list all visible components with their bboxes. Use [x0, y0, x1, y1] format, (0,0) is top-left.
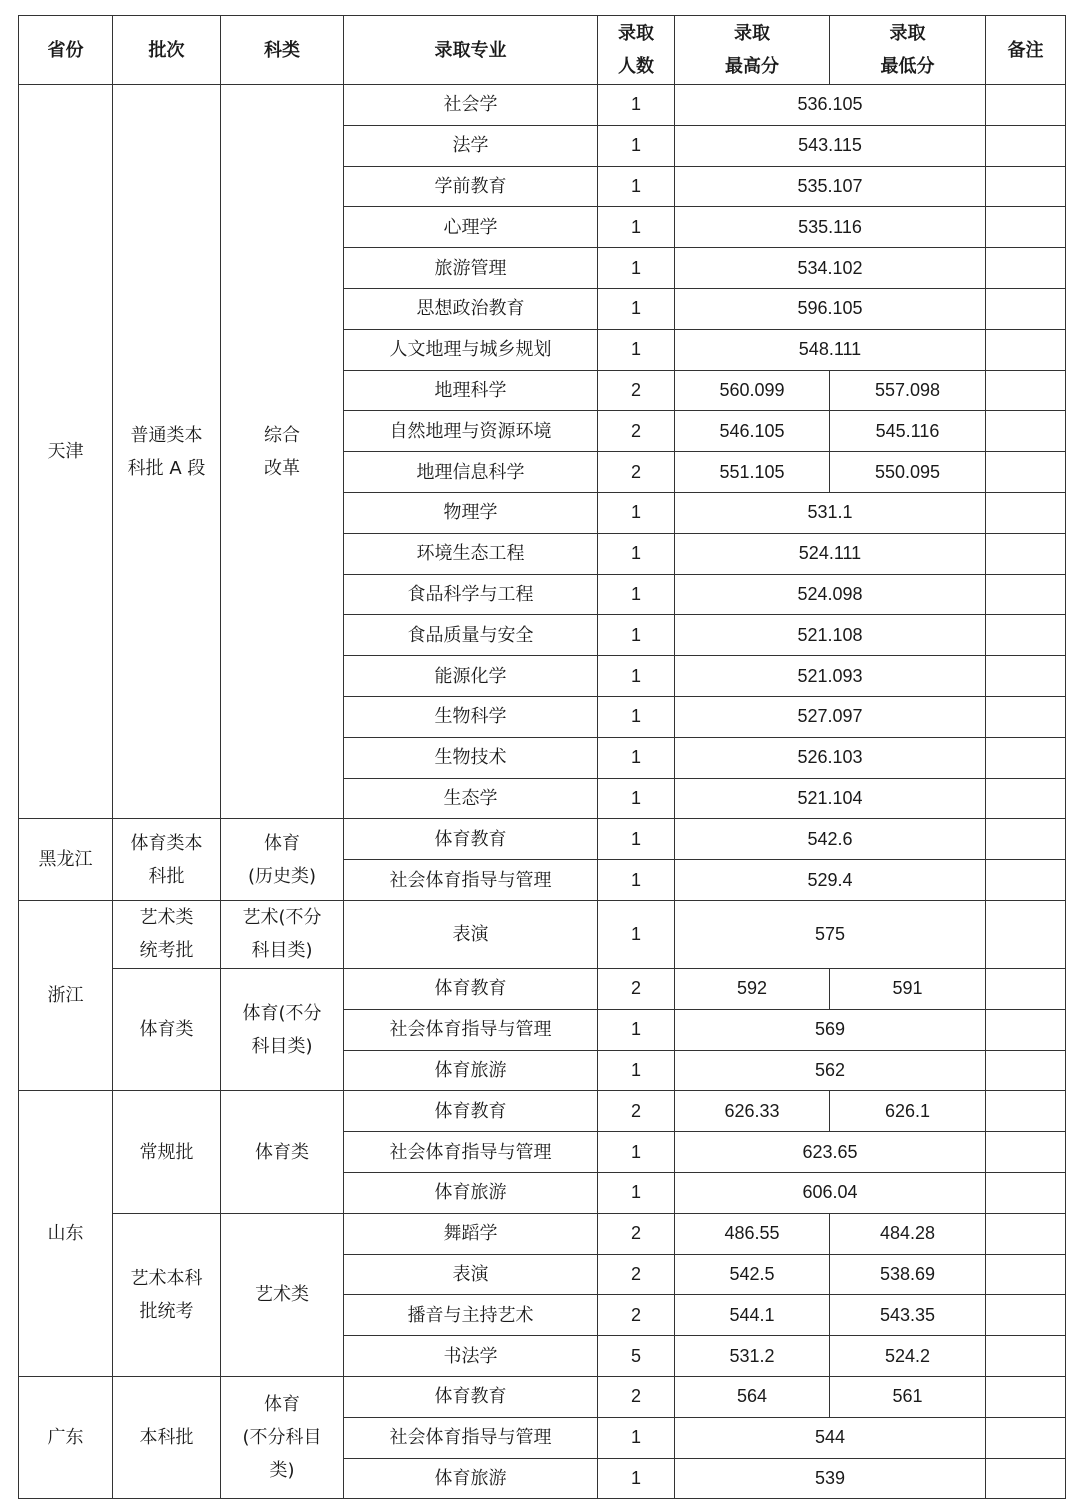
major-cell: 人文地理与城乡规划 — [344, 329, 598, 370]
note-cell — [986, 85, 1066, 126]
max-score-cell: 626.33 — [675, 1091, 830, 1132]
subject-line: 科目类) — [251, 1035, 313, 1057]
header-count-line2: 人数 — [618, 56, 654, 77]
score-cell: 575 — [675, 900, 986, 968]
batch-line: 体育类本 — [130, 832, 203, 854]
min-score-cell: 543.35 — [830, 1295, 986, 1336]
province-cell: 黑龙江 — [19, 819, 113, 901]
note-cell — [986, 1050, 1066, 1091]
major-cell: 社会体育指导与管理 — [344, 1417, 598, 1458]
batch-line: 科批 A 段 — [127, 457, 206, 479]
batch-cell — [113, 1091, 221, 1213]
note-cell — [986, 1458, 1066, 1499]
table-row — [19, 819, 1066, 860]
note-cell — [986, 696, 1066, 737]
note-cell — [986, 819, 1066, 860]
subject-line: (不分科目 — [242, 1427, 322, 1449]
batch-cell — [113, 1213, 221, 1376]
major-cell: 法学 — [344, 125, 598, 166]
major-cell: 体育旅游 — [344, 1458, 598, 1499]
subject-cell — [221, 85, 344, 819]
batch-cell — [113, 819, 221, 901]
header-max-line2: 最高分 — [725, 56, 779, 77]
score-cell: 542.6 — [675, 819, 986, 860]
count-cell: 1 — [598, 1172, 675, 1213]
max-score-cell: 544.1 — [675, 1295, 830, 1336]
score-cell: 531.1 — [675, 492, 986, 533]
major-cell: 体育教育 — [344, 1091, 598, 1132]
count-cell: 1 — [598, 574, 675, 615]
count-cell: 1 — [598, 329, 675, 370]
subject-cell — [221, 819, 344, 901]
header-max-score — [675, 16, 830, 85]
major-cell: 体育教育 — [344, 819, 598, 860]
major-cell: 表演 — [344, 1254, 598, 1295]
note-cell — [986, 1009, 1066, 1050]
count-cell: 1 — [598, 125, 675, 166]
count-cell: 2 — [598, 1091, 675, 1132]
table-row — [19, 900, 1066, 968]
subject-line: 类) — [269, 1460, 295, 1482]
note-cell — [986, 492, 1066, 533]
note-cell — [986, 615, 1066, 656]
header-subject: 科类 — [221, 16, 344, 85]
subject-line: 体育(不分 — [242, 1002, 322, 1024]
note-cell — [986, 656, 1066, 697]
note-cell — [986, 574, 1066, 615]
subject-line: 艺术(不分 — [242, 907, 322, 929]
note-cell — [986, 1132, 1066, 1173]
subject-cell — [221, 968, 344, 1090]
score-cell: 529.4 — [675, 860, 986, 901]
count-cell: 1 — [598, 85, 675, 126]
min-score-cell: 626.1 — [830, 1091, 986, 1132]
count-cell: 1 — [598, 860, 675, 901]
count-cell: 2 — [598, 370, 675, 411]
batch-cell — [113, 1376, 221, 1498]
note-cell — [986, 968, 1066, 1009]
batch-line: 普通类本 — [130, 424, 203, 446]
major-cell: 食品质量与安全 — [344, 615, 598, 656]
count-cell: 5 — [598, 1336, 675, 1377]
count-cell: 1 — [598, 1417, 675, 1458]
max-score-cell: 546.105 — [675, 411, 830, 452]
max-score-cell: 560.099 — [675, 370, 830, 411]
score-cell: 569 — [675, 1009, 986, 1050]
table-row — [19, 1091, 1066, 1132]
max-score-cell: 551.105 — [675, 452, 830, 493]
max-score-cell: 542.5 — [675, 1254, 830, 1295]
major-cell: 舞蹈学 — [344, 1213, 598, 1254]
min-score-cell: 550.095 — [830, 452, 986, 493]
count-cell: 1 — [598, 900, 675, 968]
header-count — [598, 16, 675, 85]
count-cell: 1 — [598, 1458, 675, 1499]
count-cell: 1 — [598, 615, 675, 656]
max-score-cell: 564 — [675, 1376, 830, 1417]
header-min-score — [830, 16, 986, 85]
batch-cell — [113, 968, 221, 1090]
min-score-cell: 557.098 — [830, 370, 986, 411]
score-cell: 544 — [675, 1417, 986, 1458]
major-cell: 学前教育 — [344, 166, 598, 207]
score-cell: 521.093 — [675, 656, 986, 697]
header-major: 录取专业 — [344, 16, 598, 85]
count-cell: 1 — [598, 492, 675, 533]
major-cell: 自然地理与资源环境 — [344, 411, 598, 452]
score-cell: 606.04 — [675, 1172, 986, 1213]
major-cell: 体育旅游 — [344, 1050, 598, 1091]
header-min-line1: 录取 — [889, 23, 926, 44]
score-cell: 543.115 — [675, 125, 986, 166]
major-cell: 生态学 — [344, 778, 598, 819]
score-cell: 524.098 — [675, 574, 986, 615]
major-cell: 书法学 — [344, 1336, 598, 1377]
major-cell: 社会体育指导与管理 — [344, 1132, 598, 1173]
major-cell: 物理学 — [344, 492, 598, 533]
score-cell: 539 — [675, 1458, 986, 1499]
count-cell: 2 — [598, 1213, 675, 1254]
min-score-cell: 545.116 — [830, 411, 986, 452]
note-cell — [986, 737, 1066, 778]
batch-line: 科批 — [148, 865, 185, 887]
subject-line: 体育 — [264, 832, 300, 854]
major-cell: 社会体育指导与管理 — [344, 1009, 598, 1050]
score-cell: 596.105 — [675, 288, 986, 329]
batch-line: 艺术类 — [139, 907, 194, 929]
province-cell: 浙江 — [19, 900, 113, 1090]
score-cell: 521.108 — [675, 615, 986, 656]
major-cell: 心理学 — [344, 207, 598, 248]
major-cell: 思想政治教育 — [344, 288, 598, 329]
note-cell — [986, 778, 1066, 819]
note-cell — [986, 860, 1066, 901]
note-cell — [986, 1213, 1066, 1254]
batch-line: 批统考 — [139, 1300, 194, 1322]
score-cell: 534.102 — [675, 248, 986, 289]
table-header — [19, 16, 1066, 85]
note-cell — [986, 1417, 1066, 1458]
min-score-cell: 591 — [830, 968, 986, 1009]
subject-line: 体育 — [264, 1394, 300, 1416]
major-cell: 体育旅游 — [344, 1172, 598, 1213]
note-cell — [986, 248, 1066, 289]
count-cell: 1 — [598, 1132, 675, 1173]
major-cell: 体育教育 — [344, 968, 598, 1009]
count-cell: 2 — [598, 1376, 675, 1417]
count-cell: 1 — [598, 166, 675, 207]
score-cell: 536.105 — [675, 85, 986, 126]
subject-cell — [221, 1213, 344, 1376]
min-score-cell: 538.69 — [830, 1254, 986, 1295]
score-cell: 524.111 — [675, 533, 986, 574]
count-cell: 1 — [598, 248, 675, 289]
major-cell: 表演 — [344, 900, 598, 968]
count-cell: 1 — [598, 656, 675, 697]
count-cell: 2 — [598, 1295, 675, 1336]
province-cell: 山东 — [19, 1091, 113, 1377]
max-score-cell: 592 — [675, 968, 830, 1009]
major-cell: 旅游管理 — [344, 248, 598, 289]
table-row — [19, 1376, 1066, 1417]
count-cell: 1 — [598, 1009, 675, 1050]
count-cell: 2 — [598, 968, 675, 1009]
major-cell: 食品科学与工程 — [344, 574, 598, 615]
subject-cell — [221, 900, 344, 968]
major-cell: 生物科学 — [344, 696, 598, 737]
score-cell: 535.107 — [675, 166, 986, 207]
max-score-cell: 486.55 — [675, 1213, 830, 1254]
table-row — [19, 1213, 1066, 1254]
note-cell — [986, 166, 1066, 207]
major-cell: 地理信息科学 — [344, 452, 598, 493]
major-cell: 环境生态工程 — [344, 533, 598, 574]
count-cell: 1 — [598, 1050, 675, 1091]
subject-line: 体育类 — [255, 1141, 309, 1163]
batch-line: 统考批 — [139, 940, 194, 962]
note-cell — [986, 1172, 1066, 1213]
score-cell: 623.65 — [675, 1132, 986, 1173]
batch-line: 艺术本科 — [130, 1267, 203, 1289]
header-batch: 批次 — [113, 16, 221, 85]
note-cell — [986, 452, 1066, 493]
header-min-line2: 最低分 — [880, 56, 935, 77]
count-cell: 1 — [598, 207, 675, 248]
note-cell — [986, 1336, 1066, 1377]
major-cell: 生物技术 — [344, 737, 598, 778]
header-note: 备注 — [986, 16, 1066, 85]
note-cell — [986, 207, 1066, 248]
score-cell: 527.097 — [675, 696, 986, 737]
count-cell: 1 — [598, 778, 675, 819]
header-count-line1: 录取 — [618, 23, 654, 44]
table-row — [19, 968, 1066, 1009]
table-body — [19, 85, 1066, 1499]
batch-line: 体育类 — [139, 1019, 194, 1041]
note-cell — [986, 533, 1066, 574]
min-score-cell: 561 — [830, 1376, 986, 1417]
count-cell: 2 — [598, 411, 675, 452]
min-score-cell: 484.28 — [830, 1213, 986, 1254]
batch-cell — [113, 85, 221, 819]
note-cell — [986, 1254, 1066, 1295]
major-cell: 体育教育 — [344, 1376, 598, 1417]
province-cell: 天津 — [19, 85, 113, 819]
batch-line: 本科批 — [139, 1427, 194, 1449]
admission-score-table — [18, 15, 1066, 1499]
note-cell — [986, 329, 1066, 370]
note-cell — [986, 1295, 1066, 1336]
count-cell: 1 — [598, 288, 675, 329]
count-cell: 2 — [598, 452, 675, 493]
major-cell: 社会学 — [344, 85, 598, 126]
count-cell: 1 — [598, 737, 675, 778]
note-cell — [986, 370, 1066, 411]
note-cell — [986, 900, 1066, 968]
subject-line: (历史类) — [247, 865, 317, 887]
count-cell: 1 — [598, 533, 675, 574]
count-cell: 1 — [598, 819, 675, 860]
header-province: 省份 — [19, 16, 113, 85]
score-cell: 521.104 — [675, 778, 986, 819]
subject-cell — [221, 1376, 344, 1498]
batch-cell — [113, 900, 221, 968]
subject-cell — [221, 1091, 344, 1213]
count-cell: 2 — [598, 1254, 675, 1295]
note-cell — [986, 288, 1066, 329]
subject-line: 改革 — [264, 457, 300, 479]
min-score-cell: 524.2 — [830, 1336, 986, 1377]
subject-line: 艺术类 — [255, 1284, 309, 1306]
note-cell — [986, 411, 1066, 452]
major-cell: 社会体育指导与管理 — [344, 860, 598, 901]
province-cell: 广东 — [19, 1376, 113, 1498]
major-cell: 地理科学 — [344, 370, 598, 411]
score-cell: 548.111 — [675, 329, 986, 370]
header-max-line1: 录取 — [734, 23, 770, 44]
major-cell: 能源化学 — [344, 656, 598, 697]
score-cell: 526.103 — [675, 737, 986, 778]
score-cell: 535.116 — [675, 207, 986, 248]
max-score-cell: 531.2 — [675, 1336, 830, 1377]
subject-line: 科目类) — [251, 940, 313, 962]
table-row — [19, 85, 1066, 126]
note-cell — [986, 125, 1066, 166]
batch-line: 常规批 — [139, 1141, 194, 1163]
score-cell: 562 — [675, 1050, 986, 1091]
note-cell — [986, 1376, 1066, 1417]
major-cell: 播音与主持艺术 — [344, 1295, 598, 1336]
count-cell: 1 — [598, 696, 675, 737]
subject-line: 综合 — [264, 424, 300, 446]
header-row — [19, 16, 1066, 85]
note-cell — [986, 1091, 1066, 1132]
